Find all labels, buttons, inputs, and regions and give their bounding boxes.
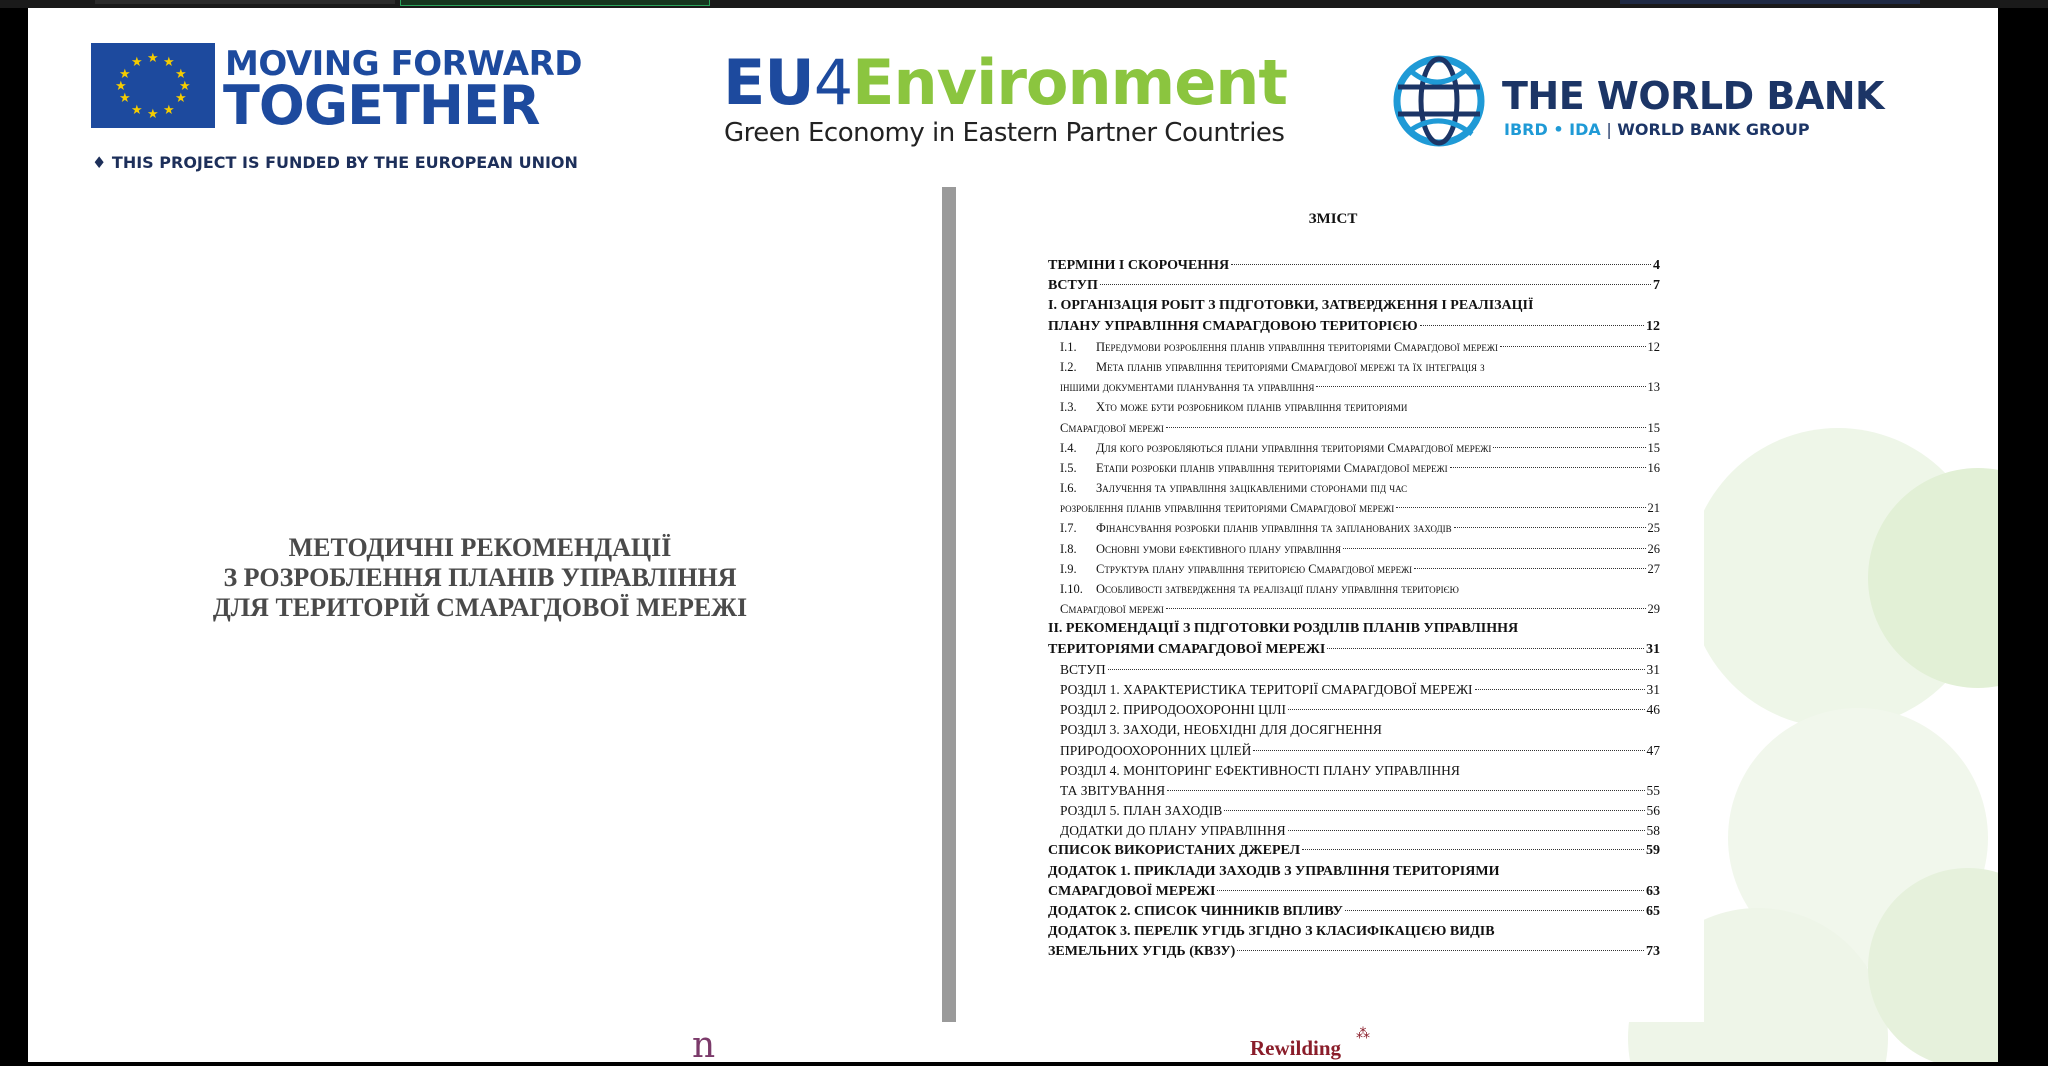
toc-entry-number: І.2. [1060, 359, 1077, 374]
toc-entry-number: І.9. [1060, 561, 1077, 576]
toc-page-number: 55 [1646, 782, 1660, 798]
toc-dot-leader [1302, 849, 1644, 850]
toc-entry-title [1048, 942, 1235, 962]
toc-entry-number: І.4. [1060, 440, 1077, 455]
toc-dot-leader [1217, 890, 1644, 891]
toc-entry-title [1060, 478, 1407, 498]
toc-page-number: 29 [1647, 602, 1660, 617]
cover-title-line: МЕТОДИЧНІ РЕКОМЕНДАЦІЇ [288, 533, 672, 562]
toc-entry-number: І.5. [1060, 460, 1077, 475]
toc-entry-title [1060, 559, 1412, 579]
toc-entry[interactable] [1048, 559, 1660, 579]
toc-dot-leader [1343, 548, 1646, 549]
eu4env-eu: EU [723, 46, 814, 119]
toc-page-number: 47 [1646, 742, 1660, 758]
cover-title [40, 533, 920, 623]
toc-entry[interactable] [1048, 660, 1660, 680]
toc-entry-text: Для кого розробляються плани управління територіями Смарагдової мережі [1096, 440, 1492, 455]
toc-dot-leader [1420, 325, 1644, 326]
toc-entry-text: ДОДАТКИ ДО ПЛАНУ УПРАВЛІННЯ [1060, 823, 1286, 839]
wb-ibrd-ida: IBRD • IDA [1504, 120, 1601, 139]
toc-page-number: 59 [1646, 843, 1660, 859]
toc-page-number: 15 [1647, 420, 1660, 435]
toc-entry-text: Структура плану управління територією Смарагдової мережі [1096, 561, 1413, 576]
toc-page-number: 4 [1653, 258, 1660, 273]
toc-page-number: 31 [1646, 681, 1660, 697]
toc-entry-text: розроблення планів управління територіями Смарагдової мережі [1060, 501, 1395, 516]
toc-dot-leader [1288, 830, 1645, 831]
toc-entry[interactable] [1048, 821, 1660, 841]
toc-entry-title [1048, 922, 1495, 942]
toc-dot-leader [1108, 669, 1645, 670]
toc-entry-title [1048, 841, 1300, 861]
toc-dot-leader [1493, 447, 1645, 448]
toc-entry-title [1048, 902, 1343, 922]
wb-separator: | [1606, 120, 1612, 139]
toc-page-number: 13 [1647, 380, 1660, 395]
toc-entry-text: ІІ. РЕКОМЕНДАЦІЇ З ПІДГОТОВКИ РОЗДІЛІВ ПЛАНІВ УПРАВЛІННЯ [1048, 621, 1519, 637]
toc-entry-title [1060, 337, 1498, 357]
eu4env-four: 4 [813, 46, 853, 119]
toc-dot-leader [1345, 910, 1644, 911]
world-bank-globe-icon [1392, 54, 1486, 148]
toc-entry-number: І.1. [1060, 339, 1077, 354]
toc-entry-title [1060, 458, 1448, 478]
toc-entry-text: Хто може бути розробником планів управління територіями [1096, 400, 1408, 415]
toc-dot-leader [1100, 284, 1651, 285]
toc-entry-text: Смарагдової мережі [1060, 602, 1164, 617]
toc-page-number: 27 [1647, 561, 1660, 576]
toc-entry-title [1060, 821, 1286, 841]
toc-entry-title [1060, 801, 1222, 821]
toc-entry-text: Смарагдової мережі [1060, 420, 1164, 435]
toc-entry[interactable] [1048, 418, 1660, 438]
toc-entry-text: РОЗДІЛ 3. ЗАХОДИ, НЕОБХІДНІ ДЛЯ ДОСЯГНЕННЯ [1060, 722, 1382, 738]
toc-entry[interactable] [1048, 781, 1660, 801]
toc-entry-title [1060, 660, 1106, 680]
toc-dot-leader [1231, 264, 1651, 265]
toc-entry[interactable] [1048, 761, 1660, 781]
toc-entry-title [1060, 438, 1491, 458]
toc-entry-title [1060, 599, 1164, 619]
top-bar-segment [1620, 0, 1920, 4]
toc-heading: ЗМІСТ [1308, 211, 1358, 227]
toc-dot-leader [1450, 467, 1646, 468]
toc-entry-title [1060, 418, 1164, 438]
toc-entry-title [1060, 498, 1394, 518]
toc-entry-title [1060, 397, 1407, 417]
top-bar-segment [95, 0, 395, 4]
toc-entry-number: І.10. [1060, 582, 1083, 596]
toc-entry[interactable] [1048, 640, 1660, 660]
toc-entry[interactable] [1048, 720, 1660, 740]
toc-entry-title [1048, 276, 1098, 296]
toc-entry-text: ДОДАТОК 1. ПРИКЛАДИ ЗАХОДІВ З УПРАВЛІННЯ ТЕРИТОРІЯМИ [1048, 863, 1500, 879]
toc-entry-text: ПРИРОДООХОРОННИХ ЦІЛЕЙ [1060, 742, 1252, 758]
toc-entry-text: ТЕРМІНИ І СКОРОЧЕННЯ [1048, 258, 1230, 273]
toc-entry[interactable] [1048, 700, 1660, 720]
toc-entry[interactable] [1048, 922, 1660, 942]
partner-logo-partial-left: n [692, 1025, 716, 1066]
toc-dot-leader [1253, 750, 1644, 751]
toc-dot-leader [1454, 527, 1646, 528]
toc-entry[interactable] [1048, 902, 1660, 922]
toc-dot-leader [1396, 507, 1645, 508]
world-bank-title: THE WORLD BANK [1502, 74, 1884, 118]
toc-page-number: 58 [1646, 823, 1660, 839]
toc-entry-text: РОЗДІЛ 4. МОНІТОРИНГ ЕФЕКТИВНОСТІ ПЛАНУ УПРАВЛІННЯ [1060, 762, 1460, 778]
rewilding-logo: Rewilding [1250, 1036, 1342, 1060]
toc-entry[interactable] [1048, 377, 1660, 397]
toc-dot-leader [1316, 386, 1645, 387]
toc-entry[interactable] [1048, 801, 1660, 821]
toc-entry-title [1060, 680, 1473, 700]
toc-dot-leader [1500, 346, 1646, 347]
toc-page-number: 63 [1646, 883, 1660, 899]
toc-entry[interactable] [1048, 619, 1660, 639]
toc-entry-text: Етапи розробки планів управління територіями Смарагдової мережі [1096, 460, 1448, 475]
toc-page-number: 21 [1647, 501, 1660, 516]
toc-entry-title [1060, 720, 1382, 740]
toc-entry-text: ДОДАТОК 3. ПЕРЕЛІК УГІДЬ ЗГІДНО З КЛАСИФІКАЦІЄЮ ВИДІВ [1048, 924, 1495, 940]
toc-list [1048, 256, 1660, 963]
toc-dot-leader [1166, 608, 1646, 609]
toc-entry[interactable] [1048, 882, 1660, 902]
toc-page-number: 46 [1646, 702, 1660, 718]
toc-entry-text: Передумови розроблення планів управління територіями Смарагдової мережі [1096, 339, 1498, 354]
toc-entry-title [1048, 862, 1499, 882]
toc-entry[interactable] [1048, 579, 1660, 599]
toc-entry-text: СПИСОК ВИКОРИСТАНИХ ДЖЕРЕЛ [1048, 843, 1301, 859]
toc-dot-leader [1327, 648, 1644, 649]
eu-logo-line1: MOVING FORWARD [225, 44, 582, 84]
toc-page-number: 25 [1647, 521, 1660, 536]
toc-page-number: 26 [1647, 541, 1660, 556]
toc-entry-text: Мета планів управління територіями Смарагдової мережі та їх інтеграція з [1096, 359, 1485, 374]
toc-entry[interactable] [1048, 458, 1660, 478]
toc-dot-leader [1288, 709, 1644, 710]
toc-entry-text: СМАРАГДОВОЇ МЕРЕЖІ [1048, 883, 1216, 899]
toc-page-number: 7 [1653, 278, 1660, 294]
toc-entry[interactable] [1048, 317, 1660, 337]
toc-entry-text: РОЗДІЛ 1. ХАРАКТЕРИСТИКА ТЕРИТОРІЇ СМАРАГДОВОЇ МЕРЕЖІ [1060, 681, 1473, 697]
toc-page-number: 31 [1646, 661, 1660, 677]
toc-entry[interactable] [1048, 680, 1660, 700]
toc-dot-leader [1224, 810, 1644, 811]
toc-entry-text: РОЗДІЛ 5. ПЛАН ЗАХОДІВ [1060, 803, 1223, 819]
rewilding-mark-icon: ⁂ [1356, 1026, 1370, 1042]
document-cover-page [40, 187, 920, 1022]
toc-entry[interactable] [1048, 599, 1660, 619]
toc-entry-text: ТЕРИТОРІЯМИ СМАРАГДОВОЇ МЕРЕЖІ [1048, 641, 1326, 657]
toc-entry[interactable] [1048, 862, 1660, 882]
eu4env-environment: Environment [852, 46, 1288, 119]
toc-dot-leader [1166, 427, 1646, 428]
toc-entry[interactable] [1048, 741, 1660, 761]
toc-entry[interactable] [1048, 841, 1660, 861]
toc-entry-text: ТА ЗВІТУВАННЯ [1060, 782, 1166, 798]
eu4environment-logo [723, 46, 1288, 119]
toc-entry[interactable] [1048, 256, 1660, 276]
eu-logo-line2: TOGETHER [223, 74, 540, 137]
toc-entry-text: РОЗДІЛ 2. ПРИРОДООХОРОННІ ЦІЛІ [1060, 702, 1287, 718]
toc-entry-title [1060, 579, 1459, 599]
eu-flag-icon: ★ ★ ★ ★ ★ ★ ★ ★ ★ ★ ★ ★ [91, 43, 215, 128]
toc-entry-text: ДОДАТОК 2. СПИСОК ЧИННИКІВ ВПЛИВУ [1048, 904, 1343, 919]
toc-entry-text: ВСТУП [1060, 661, 1106, 677]
toc-entry-text: Залучення та управління зацікавленими сторонами під час [1096, 481, 1408, 496]
toc-entry-title [1060, 761, 1460, 781]
toc-entry[interactable] [1048, 337, 1660, 357]
toc-page-number: 12 [1646, 318, 1660, 334]
toc-entry-title [1048, 317, 1418, 337]
eu-funded-text: ♦ THIS PROJECT IS FUNDED BY THE EUROPEAN UNION [92, 153, 578, 172]
toc-entry[interactable] [1048, 478, 1660, 498]
cover-title-line: З РОЗРОБЛЕННЯ ПЛАНІВ УПРАВЛІННЯ [223, 563, 737, 592]
toc-page-number: 12 [1647, 339, 1660, 354]
toc-entry-text: ЗЕМЕЛЬНИХ УГІДЬ (КВЗУ) [1048, 944, 1236, 960]
toc-entry[interactable] [1048, 296, 1660, 316]
toc-entry[interactable] [1048, 518, 1660, 538]
toc-entry-title [1060, 539, 1341, 559]
toc-entry[interactable] [1048, 539, 1660, 559]
screen-share-top-bar [0, 0, 2048, 8]
toc-entry-text: ВСТУП [1048, 278, 1098, 294]
toc-page-number: 16 [1647, 460, 1660, 475]
toc-entry-number: І.8. [1060, 541, 1077, 556]
active-speaker-thumbnail[interactable] [400, 0, 710, 6]
toc-entry-number: І.6. [1060, 481, 1077, 496]
wb-group: WORLD BANK GROUP [1617, 120, 1810, 139]
cover-title-line: ДЛЯ ТЕРИТОРІЙ СМАРАГДОВОЇ МЕРЕЖІ [212, 593, 748, 622]
toc-entry-title [1060, 781, 1165, 801]
toc-dot-leader [1237, 950, 1644, 951]
toc-entry-title [1048, 882, 1215, 902]
toc-dot-leader [1167, 790, 1644, 791]
toc-dot-leader [1475, 689, 1645, 690]
toc-entry-title [1048, 256, 1229, 276]
toc-entry-title [1048, 640, 1325, 660]
toc-entry-title [1048, 296, 1533, 316]
world-bank-subtitle [1504, 120, 1810, 139]
toc-entry-number: І.7. [1060, 521, 1077, 536]
toc-entry[interactable] [1048, 397, 1660, 417]
toc-entry-text: Фінансування розробки планів управління та запланованих заходів [1096, 521, 1452, 536]
toc-entry-title [1060, 357, 1485, 377]
toc-page-number: 56 [1646, 803, 1660, 819]
toc-entry[interactable] [1048, 942, 1660, 962]
toc-page-number: 65 [1646, 904, 1660, 919]
toc-entry[interactable] [1048, 357, 1660, 377]
toc-page-number: 31 [1646, 641, 1660, 657]
toc-entry-title [1060, 700, 1286, 720]
toc-entry[interactable] [1048, 276, 1660, 296]
toc-entry-text: Основні умови ефективного плану управління [1096, 541, 1341, 556]
toc-entry-title [1048, 619, 1518, 639]
toc-entry-number: І.3. [1060, 400, 1077, 415]
toc-entry-text: І. ОРГАНІЗАЦІЯ РОБІТ З ПІДГОТОВКИ, ЗАТВЕРДЖЕННЯ І РЕАЛІЗАЦІЇ [1048, 298, 1534, 314]
toc-entry-title [1060, 741, 1251, 761]
toc-entry[interactable] [1048, 438, 1660, 458]
page-divider [942, 187, 956, 1022]
table-of-contents-page [962, 187, 1704, 1022]
toc-entry-text: ПЛАНУ УПРАВЛІННЯ СМАРАГДОВОЮ ТЕРИТОРІЄЮ [1048, 318, 1418, 334]
toc-entry[interactable] [1048, 498, 1660, 518]
toc-entry-title [1060, 518, 1452, 538]
toc-entry-title [1060, 377, 1314, 397]
toc-page-number: 73 [1646, 944, 1660, 960]
toc-entry-text: іншими документами планування та управління [1060, 380, 1315, 395]
toc-dot-leader [1414, 568, 1645, 569]
toc-entry-text: Особливості затвердження та реалізації плану управління територією [1096, 582, 1459, 596]
eu4env-subtitle: Green Economy in Eastern Partner Countries [724, 118, 1285, 148]
toc-page-number: 15 [1647, 440, 1660, 455]
